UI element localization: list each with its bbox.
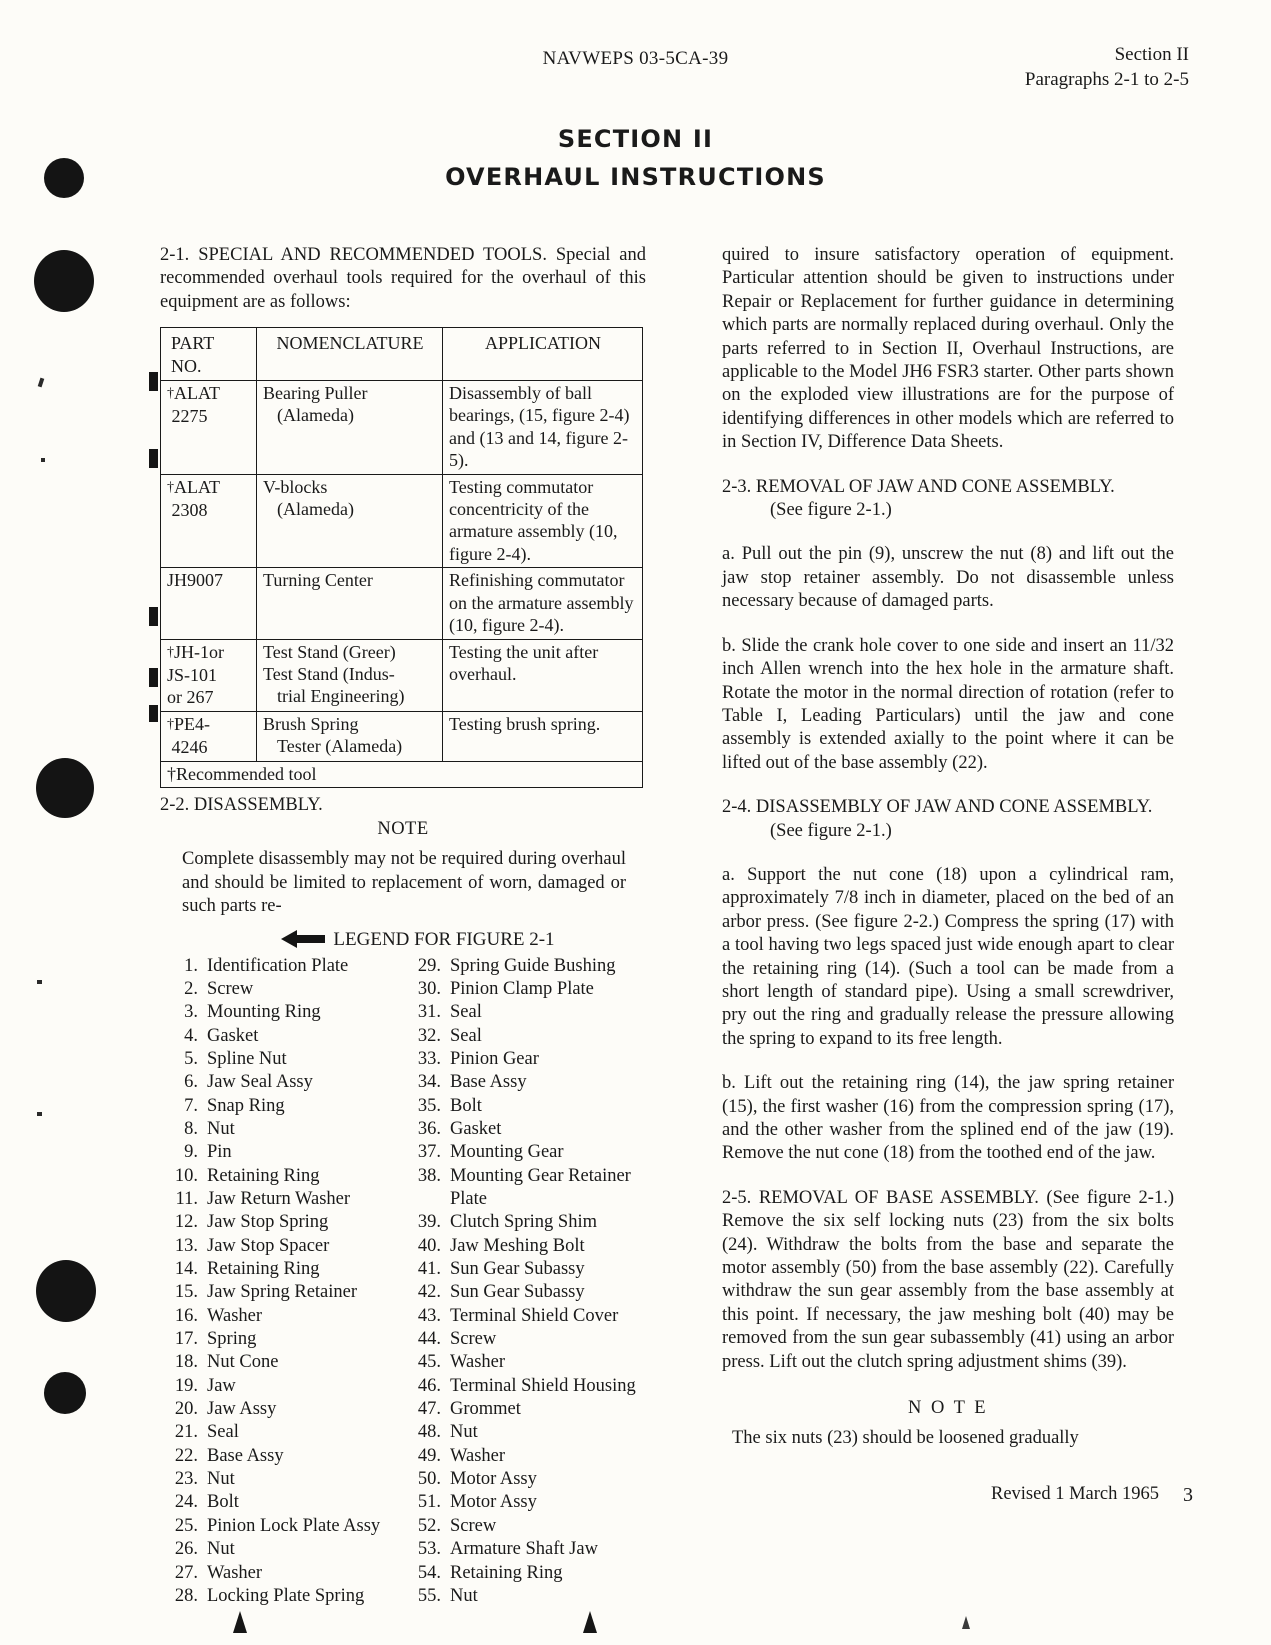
table-row — [161, 381, 643, 475]
legend-number: 17. — [174, 1329, 198, 1350]
legend-label: Bolt — [207, 1492, 239, 1513]
legend-number: 53. — [417, 1539, 441, 1560]
registration-mark — [233, 1611, 247, 1633]
legend-label: Pinion Lock Plate Assy — [207, 1515, 381, 1536]
list-item — [160, 1491, 403, 1514]
cell-application: Disassembly of ball bearings, (15, figure 2-4) and (13 and 14, figure 2-5). — [443, 381, 643, 475]
cell-nomenclature: V-blocks (Alameda) — [257, 474, 443, 568]
legend-number: 52. — [417, 1515, 441, 1536]
legend-label: Gasket — [450, 1118, 502, 1139]
punch-hole-mark — [34, 250, 94, 312]
list-item — [160, 1001, 403, 1024]
legend-number: 9. — [184, 1142, 198, 1163]
change-bar — [149, 607, 158, 626]
list-item — [403, 1165, 646, 1212]
legend-number: 34. — [417, 1072, 441, 1093]
list-item — [403, 1398, 646, 1421]
list-item — [403, 1351, 646, 1374]
legend-number: 44. — [417, 1329, 441, 1350]
legend-label: Pinion Clamp Plate — [450, 978, 594, 999]
cell-nomenclature: Brush Spring Tester (Alameda) — [257, 711, 443, 761]
cell-nomenclature: Bearing Puller (Alameda) — [257, 381, 443, 475]
list-item — [160, 1562, 403, 1585]
legend-number: 42. — [417, 1282, 441, 1303]
legend-label: Identification Plate — [207, 955, 349, 976]
legend-label: Nut — [207, 1118, 235, 1139]
legend-label: Sun Gear Subassy — [450, 1259, 585, 1280]
list-item — [160, 1235, 403, 1258]
list-item — [160, 1025, 403, 1048]
cell-part-no: JH9007 — [161, 568, 257, 639]
paragraph-2-4-heading: 2-4. DISASSEMBLY OF JAW AND CONE ASSEMBLY. — [722, 797, 1153, 818]
list-item — [160, 1515, 403, 1538]
legend-label: Washer — [450, 1352, 506, 1373]
list-item — [160, 1095, 403, 1118]
list-item — [160, 1071, 403, 1094]
legend-number: 28. — [174, 1585, 198, 1606]
list-item — [403, 1118, 646, 1141]
legend-number: 26. — [174, 1539, 198, 1560]
legend-label: Jaw Seal Assy — [207, 1072, 313, 1093]
legend-number: 54. — [417, 1562, 441, 1583]
legend-label: Nut — [450, 1422, 478, 1443]
legend-label: Spline Nut — [207, 1048, 287, 1069]
legend-label: Screw — [450, 1329, 497, 1350]
paragraph-2-1: 2-1. SPECIAL AND RECOMMENDED TOOLS. Special and recommended overhaul tools required for the overhaul of this equipment are as follows: — [160, 245, 646, 312]
legend-number: 49. — [417, 1445, 441, 1466]
legend-label: Mounting Gear — [450, 1142, 564, 1163]
left-column — [160, 244, 646, 1608]
legend-number: 50. — [417, 1469, 441, 1490]
table-row — [161, 639, 643, 711]
page-title — [0, 120, 1271, 196]
section-title-line1: SECTION II — [557, 125, 714, 153]
legend-number: 2. — [184, 978, 198, 999]
legend-label: Retaining Ring — [450, 1562, 563, 1583]
legend-number: 30. — [417, 978, 441, 999]
list-item — [160, 978, 403, 1001]
change-bar — [149, 449, 158, 468]
change-bar — [149, 372, 158, 391]
legend-label: Locking Plate Spring — [207, 1585, 365, 1606]
registration-mark — [962, 1616, 970, 1629]
running-head-right — [1025, 42, 1189, 92]
scan-speck — [37, 980, 42, 984]
legend-label: Motor Assy — [450, 1492, 537, 1513]
paragraph-2-4-b: b. Lift out the retaining ring (14), the jaw spring retainer (15), the first washer (16) from the compression spring (17), and the other washer from the splined end of the jaw (19). Remove the nut cone (18) from the toothed end of the jaw. — [722, 1073, 1174, 1164]
note-label: NOTE — [377, 819, 429, 840]
legend-number: 29. — [417, 955, 441, 976]
list-item — [160, 1258, 403, 1281]
section-title-line2: OVERHAUL INSTRUCTIONS — [445, 163, 826, 191]
legend-heading: LEGEND FOR FIGURE 2-1 — [333, 928, 555, 950]
legend-number: 11. — [175, 1189, 198, 1209]
legend-number: 39. — [417, 1212, 441, 1233]
legend-number: 40. — [417, 1235, 441, 1256]
legend-label: Jaw Stop Spring — [207, 1212, 329, 1233]
list-item — [160, 1165, 403, 1188]
legend-number: 41. — [417, 1259, 441, 1280]
column-header-part-no — [161, 328, 257, 381]
legend-number: 10. — [174, 1165, 198, 1186]
list-item — [403, 1235, 646, 1258]
list-item — [403, 1095, 646, 1118]
punch-hole-mark — [44, 1372, 86, 1414]
cell-application: Testing the unit after overhaul. — [443, 639, 643, 711]
list-item — [160, 1281, 403, 1304]
legend-label: Clutch Spring Shim — [450, 1212, 597, 1233]
list-item — [160, 1398, 403, 1421]
punch-hole-mark — [36, 1260, 96, 1322]
legend-number: 45. — [417, 1352, 441, 1373]
list-item — [160, 1211, 403, 1234]
cell-application: Testing commutator concentricity of the armature assembly (10, figure 2-4). — [443, 474, 643, 568]
cell-application: Refinishing commutator on the armature assembly (10, figure 2-4). — [443, 568, 643, 639]
list-item — [160, 1188, 403, 1211]
list-item — [160, 1538, 403, 1561]
legend-number: 18. — [174, 1352, 198, 1373]
legend-number: 7. — [184, 1095, 198, 1116]
paragraph-continuation: quired to insure satisfactory operation of equipment. Particular attention should be given to instructions under Repair or Replacement for further guidance in determining which parts are normally replaced during overhaul. Only the parts referred to in Section II, Overhaul Instructions, are applicable to the Model JH6 FSR3 starter. Other parts shown on the exploded view illustrations are for the purpose of identifying differences in other models which are referred to in Section IV, Difference Data Sheets. — [722, 245, 1174, 453]
legend-number: 19. — [174, 1375, 198, 1396]
list-item — [160, 1048, 403, 1071]
legend-label: Nut — [450, 1585, 478, 1606]
legend-number: 24. — [174, 1492, 198, 1513]
list-item — [160, 1445, 403, 1468]
list-item — [403, 1421, 646, 1444]
legend-number: 23. — [174, 1469, 198, 1490]
punch-hole-mark — [36, 758, 94, 818]
change-bar — [149, 705, 158, 722]
list-item — [403, 1258, 646, 1281]
legend-label: Washer — [207, 1305, 263, 1326]
paragraph-2-4-subheading: (See figure 2-1.) — [770, 820, 892, 841]
paragraph-2-3-heading: 2-3. REMOVAL OF JAW AND CONE ASSEMBLY. — [722, 476, 1115, 497]
legend-label: Armature Shaft Jaw — [450, 1539, 598, 1560]
legend-number: 35. — [417, 1095, 441, 1116]
legend-label: Spring — [207, 1329, 257, 1350]
paragraph-2-3-b: b. Slide the crank hole cover to one side and insert an 11/32 inch Allen wrench into the hex hole in the armature shaft. Rotate the motor in the normal direction of rotation (refer to Table I, Leading Particulars) until the jaw and cone assembly is extended axially to the point where it can be lifted out of the base assembly (22). — [722, 635, 1174, 773]
list-item — [160, 1375, 403, 1398]
legend-label: Mounting Gear Retainer Plate — [450, 1165, 631, 1209]
legend-label: Screw — [207, 978, 254, 999]
legend-list — [160, 955, 646, 1609]
legend-number: 27. — [174, 1562, 198, 1583]
note-text: The six nuts (23) should be loosened gradually — [732, 1428, 1079, 1449]
legend-number: 55. — [417, 1585, 441, 1606]
legend-number: 14. — [174, 1259, 198, 1280]
part-no-line2: NO. — [171, 355, 202, 376]
table-header-row — [161, 328, 643, 381]
list-item — [403, 1141, 646, 1164]
legend-label: Jaw Stop Spacer — [207, 1235, 330, 1256]
footer-page-number: 3 — [1183, 1484, 1193, 1506]
arrow-left-icon — [281, 932, 325, 946]
legend-number: 21. — [174, 1422, 198, 1443]
scan-speck — [41, 458, 45, 462]
legend-label: Jaw — [207, 1375, 236, 1396]
list-item — [160, 1351, 403, 1374]
table-row — [161, 568, 643, 639]
running-head-paragraphs: Paragraphs 2-1 to 2-5 — [1024, 69, 1189, 90]
list-item — [403, 1445, 646, 1468]
legend-label: Sun Gear Subassy — [450, 1282, 585, 1303]
legend-label: Washer — [450, 1445, 506, 1466]
table-footnote: †Recommended tool — [161, 761, 643, 787]
legend-number: 51. — [417, 1492, 441, 1513]
list-item — [160, 1305, 403, 1328]
legend-label: Washer — [207, 1562, 263, 1583]
legend-number: 38. — [417, 1165, 441, 1186]
legend-column-right — [403, 955, 646, 1609]
legend-label: Seal — [450, 1002, 482, 1023]
cell-part-no: †JH-1or JS-101 or 267 — [161, 639, 257, 711]
list-item — [403, 1001, 646, 1024]
legend-label: Seal — [207, 1422, 239, 1443]
list-item — [403, 1468, 646, 1491]
legend-number: 31. — [417, 1002, 441, 1023]
table-row — [161, 474, 643, 568]
legend-label: Jaw Spring Retainer — [207, 1282, 358, 1303]
legend-label: Jaw Return Washer — [207, 1189, 351, 1209]
legend-label: Screw — [450, 1515, 497, 1536]
list-item — [403, 1305, 646, 1328]
legend-number: 43. — [417, 1305, 441, 1326]
legend-number: 4. — [184, 1025, 198, 1046]
legend-number: 37. — [417, 1142, 441, 1163]
list-item — [403, 1585, 646, 1608]
legend-label: Retaining Ring — [207, 1165, 320, 1186]
list-item — [160, 1141, 403, 1164]
legend-number: 3. — [184, 1002, 198, 1023]
legend-number: 15. — [174, 1282, 198, 1303]
legend-number: 33. — [417, 1048, 441, 1069]
paragraph-2-4-a: a. Support the nut cone (18) upon a cylindrical ram, approximately 7/8 inch in diameter, placed on the bed of an arbor press. (See figure 2-2.) Compress the spring (17) with a tool having two legs spaced just wide enough apart to clear the retaining ring (14). (Such a tool can be made from a short length of standard pipe). Using a small screwdriver, pry out the ring and gradually release the pressure allowing the spring to expand to its free length. — [722, 864, 1174, 1049]
legend-number: 12. — [174, 1212, 198, 1233]
legend-label: Nut — [207, 1469, 235, 1490]
cell-part-no: †ALAT 2275 — [161, 381, 257, 475]
legend-label: Base Assy — [450, 1072, 527, 1093]
list-item — [160, 1118, 403, 1141]
list-item — [160, 1328, 403, 1351]
legend-number: 16. — [174, 1305, 198, 1326]
legend-number: 25. — [174, 1515, 198, 1536]
cell-nomenclature: Test Stand (Greer) Test Stand (Indus- trial Engineering) — [257, 639, 443, 711]
legend-number: 32. — [417, 1025, 441, 1046]
legend-heading-row — [160, 929, 646, 951]
list-item — [160, 1421, 403, 1444]
paragraph-2-3-subheading: (See figure 2-1.) — [770, 500, 892, 521]
list-item — [403, 955, 646, 978]
footer-revision: Revised 1 March 1965 — [990, 1484, 1159, 1504]
list-item — [403, 978, 646, 1001]
legend-label: Retaining Ring — [207, 1259, 320, 1280]
list-item — [160, 1585, 403, 1608]
change-bar — [149, 668, 158, 687]
legend-column-left — [160, 955, 403, 1609]
list-item — [403, 1048, 646, 1071]
list-item — [403, 1562, 646, 1585]
note-text: Complete disassembly may not be required during overhaul and should be limited to replacement of worn, damaged or such parts re- — [182, 849, 626, 917]
list-item — [403, 1491, 646, 1514]
part-no-line1: PART — [171, 333, 215, 354]
legend-label: Snap Ring — [207, 1095, 285, 1116]
legend-number: 6. — [184, 1072, 198, 1093]
legend-number: 5. — [184, 1048, 198, 1069]
cell-part-no: †ALAT 2308 — [161, 474, 257, 568]
legend-label: Spring Guide Bushing — [450, 955, 616, 976]
list-item — [403, 1211, 646, 1234]
legend-label: Pinion Gear — [450, 1048, 539, 1069]
legend-number: 47. — [417, 1399, 441, 1420]
table-row — [161, 711, 643, 761]
column-header-application: APPLICATION — [443, 328, 643, 381]
legend-number: 36. — [417, 1118, 441, 1139]
note-label: N O T E — [907, 1398, 989, 1419]
legend-number: 48. — [417, 1422, 441, 1443]
cell-application: Testing brush spring. — [443, 711, 643, 761]
legend-label: Jaw Meshing Bolt — [450, 1235, 585, 1256]
legend-label: Pin — [207, 1142, 232, 1163]
legend-label: Nut — [207, 1539, 235, 1560]
list-item — [403, 1515, 646, 1538]
list-item — [403, 1025, 646, 1048]
list-item — [403, 1281, 646, 1304]
legend-number: 20. — [174, 1399, 198, 1420]
legend-label: Gasket — [207, 1025, 259, 1046]
legend-label: Jaw Assy — [207, 1399, 277, 1420]
column-header-nomenclature: NOMENCLATURE — [257, 328, 443, 381]
cell-nomenclature: Turning Center — [257, 568, 443, 639]
legend-label: Seal — [450, 1025, 482, 1046]
list-item — [403, 1328, 646, 1351]
legend-number: 46. — [417, 1375, 441, 1396]
right-column — [722, 244, 1174, 1450]
legend-label: Mounting Ring — [207, 1002, 321, 1023]
list-item — [403, 1071, 646, 1094]
legend-number: 8. — [184, 1118, 198, 1139]
paragraph-2-5: 2-5. REMOVAL OF BASE ASSEMBLY. (See figure 2-1.) Remove the six self locking nuts (23) from the six bolts (24). Withdraw the bolts from the base and separate the motor assembly (50) from the base assembly (22). Carefully withdraw the sun gear assembly from the base assembly at this point. If necessary, the jaw meshing bolt (40) may be removed from the sun gear subassembly (41) using an arbor press. Lift out the clutch spring adjustment shims (39). — [722, 1187, 1174, 1372]
scan-speck — [38, 378, 45, 388]
legend-label: Nut Cone — [207, 1352, 279, 1373]
table-footnote-row — [161, 761, 643, 787]
list-item — [403, 1538, 646, 1561]
scan-speck — [37, 1112, 42, 1116]
paragraph-2-2-heading: 2-2. DISASSEMBLY. — [160, 794, 323, 815]
running-head-section: Section II — [1114, 44, 1189, 65]
cell-part-no: †PE4- 4246 — [161, 711, 257, 761]
legend-label: Bolt — [450, 1095, 482, 1116]
special-tools-table — [160, 327, 643, 788]
registration-mark — [583, 1611, 597, 1633]
list-item — [160, 1468, 403, 1491]
running-head-center: NAVWEPS 03-5CA-39 — [542, 48, 729, 69]
legend-label: Grommet — [450, 1399, 521, 1420]
legend-label: Terminal Shield Housing — [450, 1375, 636, 1396]
list-item — [403, 1375, 646, 1398]
legend-label: Motor Assy — [450, 1469, 537, 1490]
legend-number: 13. — [174, 1235, 198, 1256]
legend-label: Terminal Shield Cover — [450, 1305, 619, 1326]
legend-label: Base Assy — [207, 1445, 284, 1466]
legend-number: 22. — [174, 1445, 198, 1466]
legend-number: 1. — [184, 955, 198, 976]
paragraph-2-3-a: a. Pull out the pin (9), unscrew the nut (8) and lift out the jaw stop retainer assembly. Do not disassemble unless necessary because of damaged parts. — [722, 544, 1174, 612]
list-item — [160, 955, 403, 978]
